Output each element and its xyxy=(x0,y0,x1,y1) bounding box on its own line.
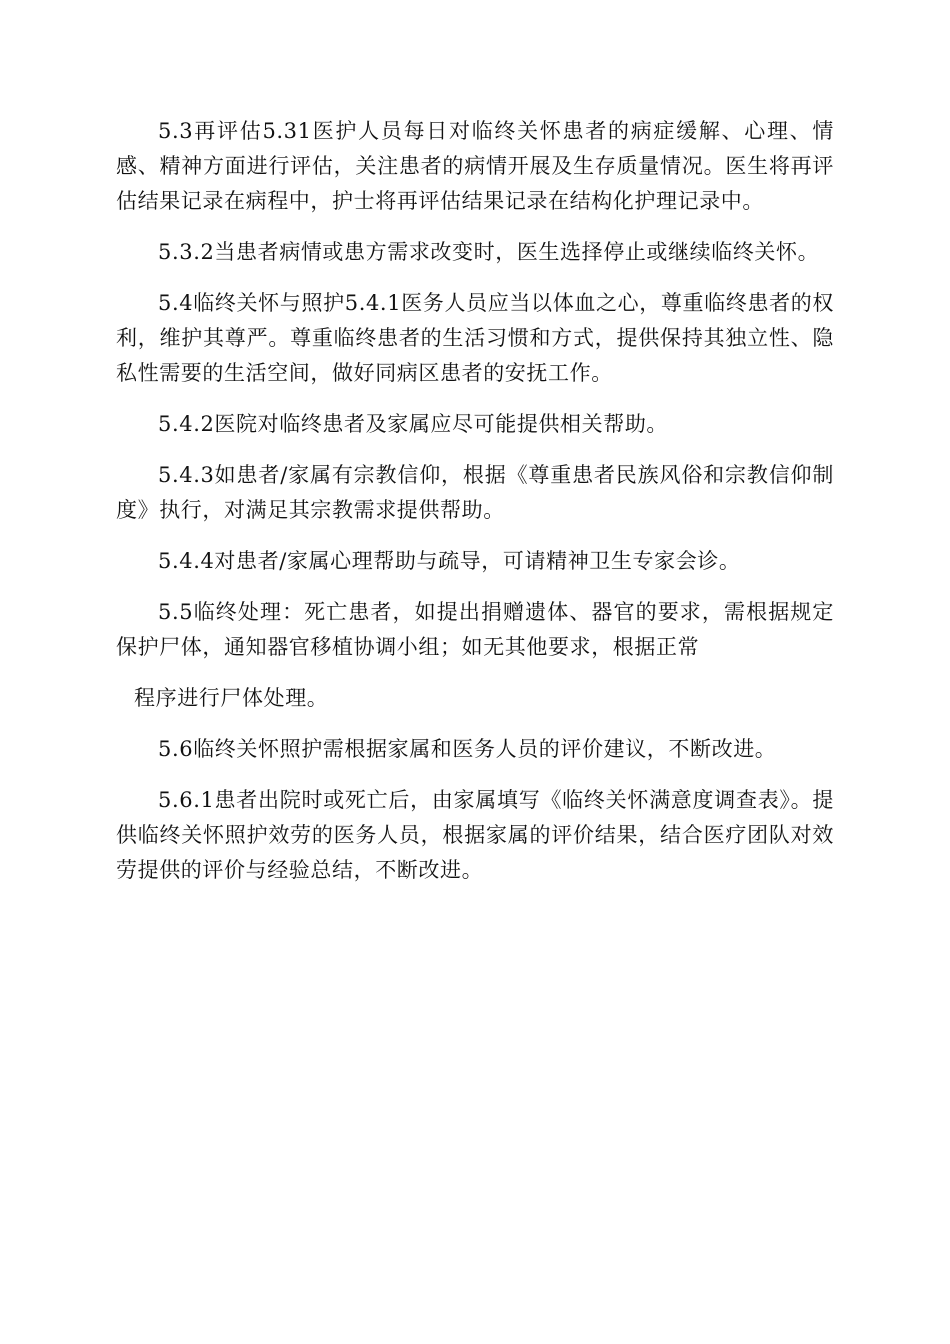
paragraph-5-6: 5.6临终关怀照护需根据家属和医务人员的评价建议，不断改进。 xyxy=(158,737,777,761)
paragraph-5-5-continued: 程序进行尸体处理。 xyxy=(134,686,329,710)
paragraph-5-4: 5.4临终关怀与照护5.4.1医务人员应当以体血之心，尊重临终患者的权利，维护其尊严。尊重临终患者的生活习惯和方式，提供保持其独立性、隐私性需要的生活空间，做好同病区患者的安抚工作。 xyxy=(116,291,834,385)
paragraph-5-4-3: 5.4.3如患者/家属有宗教信仰，根据《尊重患者民族风俗和宗教信仰制度》执行，对满足其宗教需求提供帮助。 xyxy=(116,463,834,522)
paragraph-5-4-4: 5.4.4对患者/家属心理帮助与疏导，可请精神卫生专家会诊。 xyxy=(158,549,741,573)
paragraph-5-4-2: 5.4.2医院对临终患者及家属应尽可能提供相关帮助。 xyxy=(158,412,669,436)
paragraph-5-6-1: 5.6.1患者出院时或死亡后，由家属填写《临终关怀满意度调查表》。提供临终关怀照护效劳的医务人员，根据家属的评价结果，结合医疗团队对效劳提供的评价与经验总结，不断改进。 xyxy=(116,788,834,882)
paragraph-5-3-2: 5.3.2当患者病情或患方需求改变时，医生选择停止或继续临终关怀。 xyxy=(158,240,820,264)
paragraph-5-5: 5.5临终处理：死亡患者，如提出捐赠遗体、器官的要求，需根据规定保护尸体，通知器官移植协调小组；如无其他要求，根据正常 xyxy=(116,600,834,659)
document-body xyxy=(116,114,834,904)
paragraph-5-3: 5.3再评估5.31医护人员每日对临终关怀患者的病症缓解、心理、情感、精神方面进行评估，关注患者的病情开展及生存质量情况。医生将再评估结果记录在病程中，护士将再评估结果记录在结构化护理记录中。 xyxy=(116,119,834,213)
